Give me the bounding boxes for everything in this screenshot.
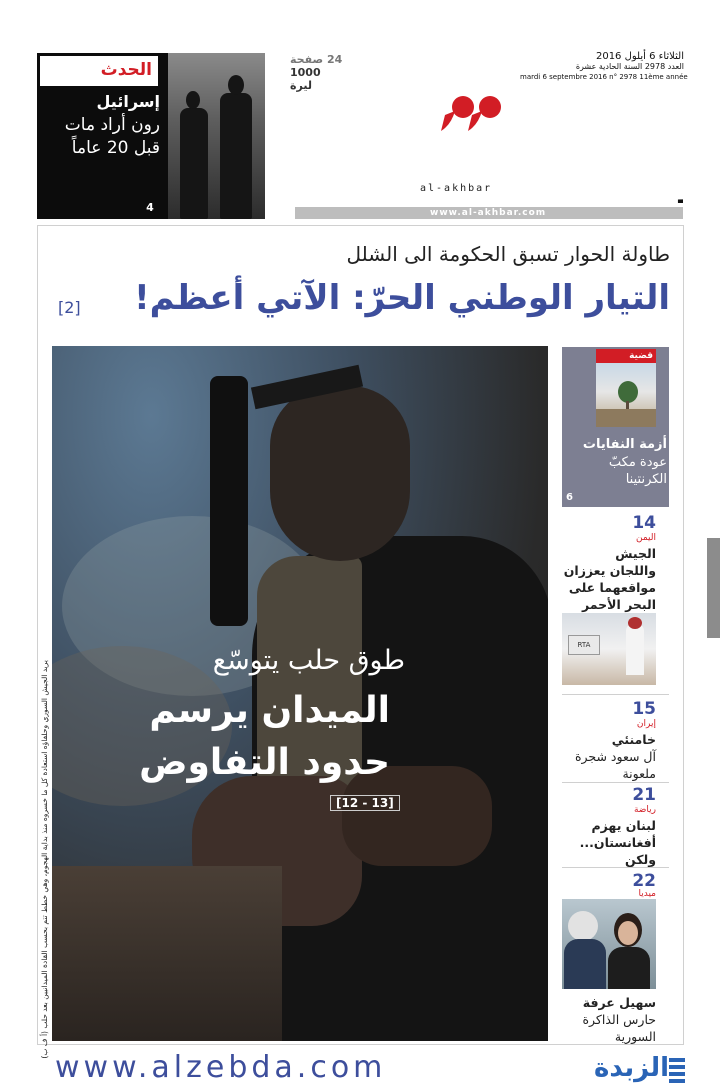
footer-url[interactable]: www.alzebda.com xyxy=(55,1050,387,1085)
rifle-barrel xyxy=(210,376,248,626)
photo-kicker: طوق حلب يتوسّع xyxy=(212,645,405,676)
side-item-line: خامنئي xyxy=(611,732,656,747)
yemen-photo: RTA xyxy=(562,613,656,685)
side-item-section: ميديا xyxy=(638,889,656,899)
logo-quote-mark xyxy=(441,96,501,131)
side-item-line: السورية xyxy=(614,1029,656,1044)
page-count: 24 صفحة xyxy=(290,53,343,66)
side-item-text[interactable] xyxy=(560,731,656,782)
side-item-line: البحر الأحمر xyxy=(582,597,656,612)
side-item-line: واللجان يعززان xyxy=(563,563,656,578)
footer-logo-icon xyxy=(669,1058,685,1084)
side-divider xyxy=(562,867,669,868)
side-item-text[interactable] xyxy=(560,545,656,613)
date-issue-info xyxy=(520,51,688,82)
photo-headline-line2[interactable]: حدود التفاوض xyxy=(139,742,390,783)
event-section-label: الحدث xyxy=(40,56,158,86)
side-item-text[interactable] xyxy=(560,994,656,1045)
side-item-line: ملعونة xyxy=(622,766,656,781)
photo-headline-line1[interactable]: الميدان يرسم xyxy=(149,690,390,731)
event-title: إسرائيل xyxy=(96,92,160,111)
event-subtitle: رون أراد مات قبل 20 عاماً xyxy=(64,115,160,158)
side-item-line: مواقعهما على xyxy=(568,580,656,595)
lead-kicker: طاولة الحوار تسبق الحكومة الى الشلل xyxy=(346,242,670,266)
side-item-line: حارس الذاكرة xyxy=(582,1012,656,1027)
photo-caption-text: يريد الجيش السوري وحلفاؤه استعادة كل ما خسروه منذ بداية الهجوم، وهي خطط تتم بحسب القادة الميدانيين بعد حلب (أ ف ب) xyxy=(40,660,49,1059)
website-url[interactable]: www.al-akhbar.com xyxy=(430,208,547,218)
ground xyxy=(52,866,282,1041)
issue-tag: قضية xyxy=(596,349,656,363)
photo-page-ref: [12 - 13] xyxy=(330,795,400,811)
price: 1000 ليرة xyxy=(290,66,321,92)
side-item-page: 22 xyxy=(632,871,656,891)
issue-arabic: العدد 2978 السنة الحادية عشرة xyxy=(575,62,684,71)
side-item-line: ولكن xyxy=(625,852,656,867)
side-item-page: 14 xyxy=(632,513,656,533)
side-divider xyxy=(562,694,669,695)
side-item-page: 21 xyxy=(632,785,656,805)
lead-page-ref: [2] xyxy=(58,298,81,317)
date-arabic: الثلاثاء 6 أيلول 2016 xyxy=(595,51,684,62)
side-item-line: الجيش xyxy=(615,546,656,561)
footer-logo[interactable]: الزبدة xyxy=(594,1053,669,1083)
side-item-line: أفغانستان... xyxy=(579,835,656,850)
side-item-section: إيران xyxy=(636,719,656,729)
side-item-line: سهيل عرفة xyxy=(582,995,656,1010)
side-item-section: اليمن xyxy=(635,533,656,543)
side-item-section: رياضة xyxy=(633,805,656,815)
side-item-text[interactable] xyxy=(560,817,656,868)
event-page-number: 4 xyxy=(146,201,154,214)
logo-wordmark xyxy=(677,89,683,203)
logo-latin: al-akhbar xyxy=(420,183,493,194)
issue-photo xyxy=(596,363,656,427)
side-divider xyxy=(562,782,669,783)
page-edge-tab xyxy=(707,538,720,638)
issue-page-number: 6 xyxy=(566,492,573,503)
issue-subtitle: عودة مكبّ الكرنتينا xyxy=(608,455,667,487)
date-french: mardi 6 septembre 2016 n° 2978 11ème année xyxy=(520,73,688,81)
side-item-page: 15 xyxy=(632,699,656,719)
event-photo xyxy=(168,53,265,219)
issue-title: أزمة النفايات xyxy=(582,437,667,452)
photo-caption xyxy=(40,660,54,1059)
fighter-head xyxy=(270,386,410,561)
side-item-line: لبنان يهزم xyxy=(591,818,656,833)
lead-headline[interactable]: التيار الوطني الحرّ: الآتي أعظم! xyxy=(134,278,670,318)
side-item-line: آل سعود شجرة xyxy=(574,749,656,764)
media-photo xyxy=(562,899,656,989)
